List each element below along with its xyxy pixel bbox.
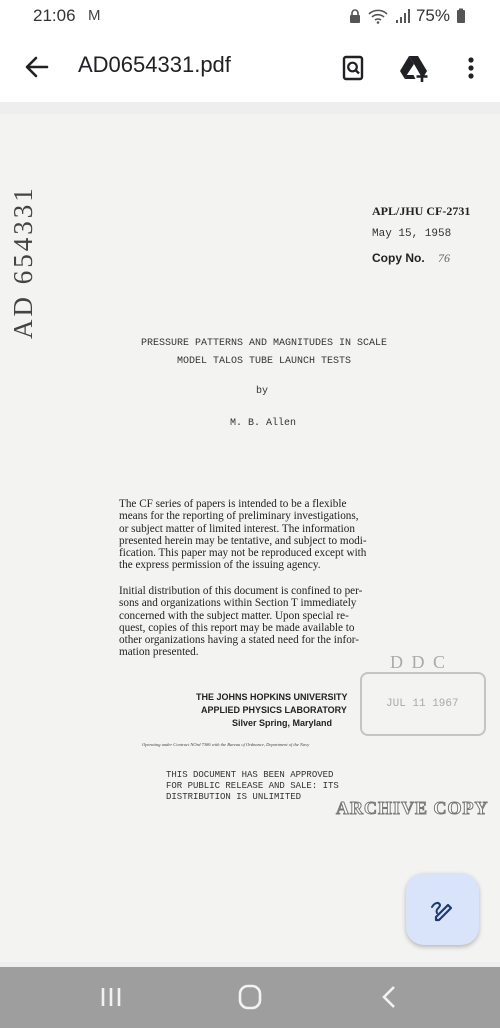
text-line: DISTRIBUTION IS UNLIMITED (166, 792, 302, 802)
back-nav-icon (370, 982, 410, 1012)
text-line: quest, copies of this report may be made available to (119, 621, 355, 634)
system-nav-bar (0, 967, 500, 1028)
org-name: THE JOHNS HOPKINS UNIVERSITY (196, 692, 348, 702)
status-icons (348, 6, 466, 26)
text-line: concerned with the subject matter. Upon special re- (119, 609, 349, 622)
ddc-stamp: D D C (390, 652, 448, 672)
home-button[interactable] (230, 982, 270, 1012)
battery-icon (456, 8, 466, 24)
arrow-back-icon (22, 52, 52, 82)
text-line: FOR PUBLIC RELEASE AND SALE: ITS (166, 781, 339, 791)
distribution-paragraph (119, 585, 362, 659)
ddc-received-stamp (360, 672, 486, 736)
annotate-pen-icon (428, 895, 458, 925)
cf-series-paragraph (119, 498, 367, 572)
recents-nav-icon (91, 982, 131, 1012)
text-line: The CF series of papers is intended to be a flexible (119, 498, 347, 510)
text-line: other organizations having a stated need for the infor- (119, 634, 360, 647)
edit-button[interactable] (406, 873, 479, 945)
copy-label: Copy No. (372, 251, 425, 265)
home-nav-icon (230, 982, 270, 1012)
pdf-page (0, 114, 500, 962)
text-line: or subject matter of limited interest. The information (119, 522, 355, 535)
back-button[interactable] (22, 52, 52, 82)
google-drive-add-icon (398, 52, 430, 84)
contract-line: Operating under Contract NOrd 7386 with the Bureau of Ordnance, Department of the Navy (142, 742, 310, 747)
status-time: 21:06 (33, 6, 76, 25)
pdf-viewer[interactable] (0, 102, 500, 967)
text-line: mation presented. (119, 646, 199, 659)
text-line: Initial distribution of this document is confined to per- (119, 585, 363, 597)
stamp-date: JUL 11 1967 (386, 698, 459, 710)
copy-number-row (372, 251, 450, 266)
recents-button[interactable] (91, 982, 131, 1012)
release-notice (166, 770, 339, 803)
signal-icon (394, 8, 410, 24)
report-title-line1: PRESSURE PATTERNS AND MAGNITUDES IN SCALE (140, 338, 388, 349)
author-name: M. B. Allen (229, 418, 296, 429)
text-line: means for the reporting of preliminary investigations, (119, 510, 359, 523)
status-bar (0, 0, 500, 34)
app-bar (0, 34, 500, 102)
text-line: presented herein may be tentative, and subject to modi- (119, 534, 367, 547)
text-line: fication. This paper may not be reproduced except with (119, 547, 367, 560)
org-location: Silver Spring, Maryland (232, 718, 333, 728)
text-line: sons and organizations within Section T immediately (119, 597, 357, 610)
text-line: THIS DOCUMENT HAS BEEN APPROVED (166, 770, 334, 780)
gmail-icon: M (88, 7, 101, 24)
search-in-document-button[interactable] (337, 52, 369, 84)
add-to-drive-button[interactable] (398, 52, 430, 84)
ad-number-stamp: AD 654331 (8, 185, 38, 339)
by-label: by (255, 386, 268, 397)
archive-copy-stamp: ARCHIVE COPY (336, 798, 489, 818)
report-reference: APL/JHU CF-2731 (372, 204, 471, 218)
battery-percent: 75% (415, 6, 450, 25)
copy-number: 76 (438, 251, 451, 265)
document-search-icon (337, 52, 369, 84)
file-title: AD0654331.pdf (78, 52, 231, 77)
lock-icon (348, 8, 362, 24)
wifi-icon (368, 8, 388, 24)
report-title-line2: MODEL TALOS TUBE LAUNCH TESTS (176, 356, 352, 367)
back-nav-button[interactable] (370, 982, 410, 1012)
more-vert-icon (455, 52, 487, 84)
org-lab: APPLIED PHYSICS LABORATORY (201, 705, 347, 715)
more-options-button[interactable] (455, 52, 487, 84)
report-date: May 15, 1958 (372, 228, 452, 240)
text-line: the express permission of the issuing agency. (119, 559, 321, 572)
